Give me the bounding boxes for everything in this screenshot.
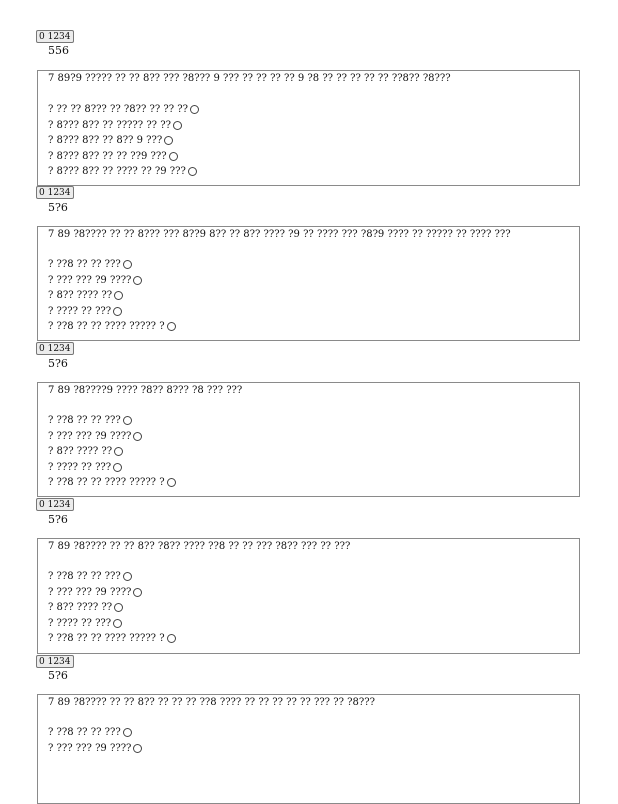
question-title: 7 89 ?8???? ?? ?? 8?? ?? ?? ?? ??8 ???? ?? ?? ?? ?? ?? ??? ?? ?8??? (48, 697, 375, 708)
question-title: 7 89 ?8???? ?? ?? 8??? ??? 8??9 8?? ?? 8?? ???? ?9 ?? ???? ??? ?8?9 ???? ?? ????? ?? ???? ??? (48, 229, 511, 240)
option-label: ? 8??? 8?? ?? ?? ??9 ??? (48, 150, 167, 162)
option-label: ? 8??? 8?? ?? ???? ?? ?9 ??? (48, 166, 186, 177)
option-item[interactable] (48, 600, 176, 616)
question-card (37, 382, 580, 497)
question-card (37, 226, 580, 341)
option-label: ? 8?? ???? ?? (48, 290, 113, 301)
option-label: ? ??? ??? ?9 ???? (48, 274, 132, 286)
radio-button[interactable] (123, 416, 132, 425)
option-item[interactable] (48, 102, 199, 118)
option-label: ? 8?? ???? ?? (48, 602, 113, 613)
options-list (48, 725, 142, 756)
option-item[interactable] (48, 304, 176, 320)
question-count: 5?6 (48, 357, 68, 370)
survey-tag-button[interactable]: 0 1234 (36, 498, 74, 511)
option-label: ? ??? ??? ?9 ???? (48, 586, 132, 598)
question-card (37, 694, 580, 804)
option-label: ? ??8 ?? ?? ???? ????? ? (48, 477, 165, 488)
option-label: ? ?? ?? 8??? ?? ?8?? ?? ?? ?? (48, 104, 189, 115)
option-item[interactable] (48, 164, 199, 180)
survey-tag-button[interactable]: 0 1234 (36, 30, 74, 43)
option-label: ? ??8 ?? ?? ??? (48, 727, 121, 738)
radio-button[interactable] (123, 260, 132, 269)
option-item[interactable] (48, 273, 176, 289)
radio-button[interactable] (123, 572, 132, 581)
question-title: 7 89 ?8????9 ???? ?8?? 8??? ?8 ??? ??? (48, 385, 243, 396)
radio-button[interactable] (167, 634, 176, 643)
option-label: ? ???? ?? ??? (48, 305, 112, 317)
option-label: ? ??8 ?? ?? ??? (48, 571, 121, 582)
option-label: ? ???? ?? ??? (48, 461, 112, 473)
option-item[interactable] (48, 631, 176, 647)
radio-button[interactable] (133, 276, 142, 285)
question-count: 5?6 (48, 513, 68, 526)
radio-button[interactable] (164, 136, 173, 145)
radio-button[interactable] (114, 603, 123, 612)
radio-button[interactable] (190, 105, 199, 114)
radio-button[interactable] (133, 432, 142, 441)
option-label: ? ??? ??? ?9 ???? (48, 742, 132, 754)
radio-button[interactable] (113, 307, 122, 316)
question-card (37, 538, 580, 654)
option-item[interactable] (48, 133, 199, 149)
options-list (48, 413, 176, 491)
radio-button[interactable] (169, 152, 178, 161)
question-card (37, 70, 580, 186)
option-item[interactable] (48, 616, 176, 632)
option-item[interactable] (48, 429, 176, 445)
question-title: 7 89?9 ????? ?? ?? 8?? ??? ?8??? 9 ??? ?? ?? ?? ?? 9 ?8 ?? ?? ?? ?? ?? ??8?? ?8??? (48, 73, 451, 84)
option-item[interactable] (48, 741, 142, 757)
option-label: ? 8??? 8?? ?? ????? ?? ?? (48, 119, 171, 131)
survey-tag-button[interactable]: 0 1234 (36, 655, 74, 668)
question-count: 5?6 (48, 669, 68, 682)
option-item[interactable] (48, 149, 199, 165)
option-label: ? 8?? ???? ?? (48, 446, 113, 457)
radio-button[interactable] (173, 121, 182, 130)
radio-button[interactable] (113, 619, 122, 628)
radio-button[interactable] (114, 447, 123, 456)
radio-button[interactable] (188, 167, 197, 176)
options-list (48, 102, 199, 180)
option-label: ? ??8 ?? ?? ???? ????? ? (48, 321, 165, 332)
option-label: ? ??8 ?? ?? ??? (48, 259, 121, 270)
option-item[interactable] (48, 118, 199, 134)
option-item[interactable] (48, 413, 176, 429)
radio-button[interactable] (123, 728, 132, 737)
survey-tag-button[interactable]: 0 1234 (36, 342, 74, 355)
option-label: ? ??? ??? ?9 ???? (48, 430, 132, 442)
radio-button[interactable] (133, 588, 142, 597)
option-item[interactable] (48, 319, 176, 335)
radio-button[interactable] (133, 744, 142, 753)
radio-button[interactable] (113, 463, 122, 472)
option-label: ? ???? ?? ??? (48, 617, 112, 629)
radio-button[interactable] (167, 478, 176, 487)
question-count: 556 (48, 44, 69, 57)
option-item[interactable] (48, 257, 176, 273)
option-item[interactable] (48, 460, 176, 476)
option-item[interactable] (48, 569, 176, 585)
option-item[interactable] (48, 444, 176, 460)
option-item[interactable] (48, 288, 176, 304)
question-count: 5?6 (48, 201, 68, 214)
radio-button[interactable] (114, 291, 123, 300)
option-item[interactable] (48, 585, 176, 601)
option-item[interactable] (48, 725, 142, 741)
options-list (48, 257, 176, 335)
radio-button[interactable] (167, 322, 176, 331)
option-label: ? ??8 ?? ?? ??? (48, 415, 121, 426)
question-title: 7 89 ?8???? ?? ?? 8?? ?8?? ???? ??8 ?? ?? ??? ?8?? ??? ?? ??? (48, 541, 351, 552)
option-label: ? ??8 ?? ?? ???? ????? ? (48, 633, 165, 644)
options-list (48, 569, 176, 647)
survey-tag-button[interactable]: 0 1234 (36, 186, 74, 199)
option-item[interactable] (48, 475, 176, 491)
option-label: ? 8??? 8?? ?? 8?? 9 ??? (48, 135, 163, 146)
